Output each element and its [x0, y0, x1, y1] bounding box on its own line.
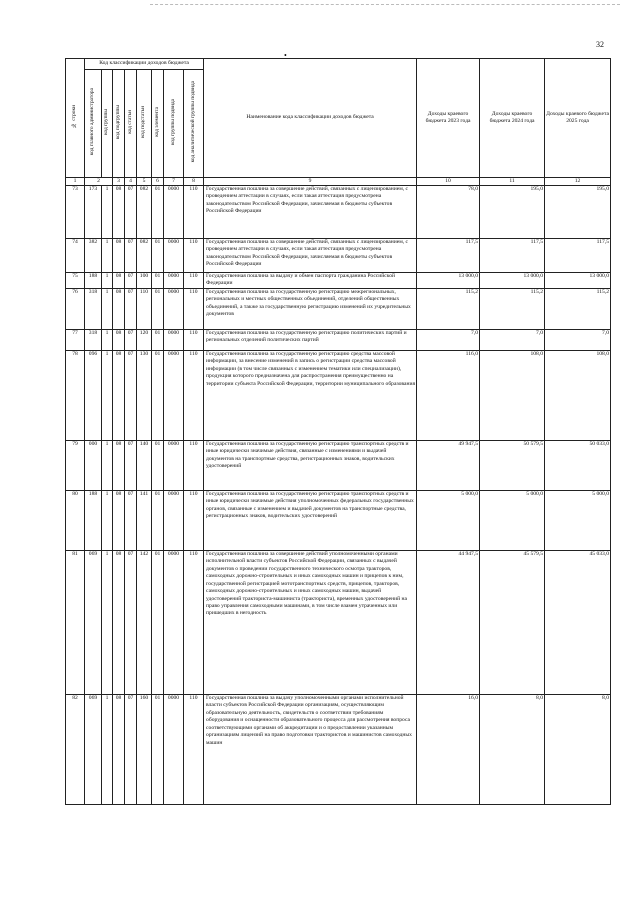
- group-code-cell: 1: [102, 239, 113, 273]
- group-code-cell: 1: [102, 288, 113, 329]
- subgroup-code-cell: 08: [113, 490, 125, 550]
- row-number-cell: 78: [66, 350, 85, 440]
- subgroup-code-cell: 08: [113, 239, 125, 273]
- program-code-cell: 0000: [164, 550, 184, 694]
- group-code-cell: 1: [102, 490, 113, 550]
- column-index: 11: [480, 178, 545, 186]
- column-index: 3: [113, 178, 125, 186]
- revenue-name-cell: Государственная пошлина за выдачу уполномоченными органами исполнительной власти субъектов Российской Федерации организациям, осуществляющим образовательную деятельность, свидетельств о соответствии требованиям оборудования и оснащенности образовательного процесса для рассмотрения вопроса соответствующими органами об аккредитации и о предоставлении указанным организациям лицензий на право подготовки трактористов и машинистов самоходных машин: [204, 694, 417, 804]
- revenue-name-cell: Государственная пошлина за совершение действий, связанных с лицензированием, с проведением аттестации в случаях, если такая аттестация предусмотрена законодательством Российской Федерации, зачисляемая в бюджеты субъектов Российской Федерации: [204, 239, 417, 273]
- income-2023-cell: 16,0: [417, 694, 480, 804]
- income-2025-cell: 108,0: [545, 350, 611, 440]
- article-code-cell: 07: [125, 186, 137, 239]
- table-body: [66, 186, 611, 805]
- header-income-2023: Доходы краевого бюджета 2023 года: [417, 59, 480, 178]
- subarticle-code-cell: 141: [137, 490, 152, 550]
- column-index: 1: [66, 178, 85, 186]
- admin-code-cell: 188: [85, 273, 102, 289]
- admin-code-cell: 173: [85, 186, 102, 239]
- income-2025-cell: 13 000,0: [545, 273, 611, 289]
- admin-code-cell: 382: [85, 239, 102, 273]
- column-index: 6: [152, 178, 164, 186]
- article-code-cell: 07: [125, 350, 137, 440]
- admin-code-cell: 000: [85, 440, 102, 490]
- header-group-code: код группы: [102, 70, 113, 178]
- group-code-cell: 1: [102, 550, 113, 694]
- revenue-name-cell: Государственная пошлина за государственную регистрацию транспортных средств и иные юридически значимые действия уполномоченных федеральных государственных органов, связанные с изменением и выдачей документов на транспортные средства, регистрационных знаков, водительских удостоверений: [204, 490, 417, 550]
- table-row: [66, 350, 611, 440]
- income-2023-cell: 117,5: [417, 239, 480, 273]
- revenue-name-cell: Государственная пошлина за государственную регистрацию межрегиональных, региональных и местных общественных объединений, отделений общественных объединений, а также за государственную регистрацию изменений их учредительных документов: [204, 288, 417, 329]
- row-number-cell: 80: [66, 490, 85, 550]
- program-code-cell: 0000: [164, 273, 184, 289]
- element-code-cell: 01: [152, 550, 164, 694]
- income-2024-cell: 7,0: [480, 329, 545, 350]
- header-article-code: код статьи: [125, 70, 137, 178]
- element-code-cell: 01: [152, 490, 164, 550]
- element-code-cell: 01: [152, 350, 164, 440]
- table-row: [66, 490, 611, 550]
- income-2023-cell: 78,0: [417, 186, 480, 239]
- revenue-name-cell: Государственная пошлина за совершение действий уполномоченными органами исполнительной власти субъектов Российской Федерации, связанных с выдачей документов о проведении государственного технического осмотра тракторов, самоходных дорожно-строительных и иных самоходных машин и прицепов к ним, государственной регистрацией мототранспортных средств, прицепов, тракторов, самоходных дорожно-строительных и иных самоходных машин, выдачей удостоверений тракториста-машиниста (тракториста), временных удостоверений на право управления самоходными машинами, в том числе взамен утраченных или пришедших в негодность: [204, 550, 417, 694]
- group-code-cell: 1: [102, 440, 113, 490]
- subarticle-code-cell: 130: [137, 350, 152, 440]
- analytic-code-cell: 110: [184, 239, 204, 273]
- header-program-code: код группы подвида: [164, 70, 184, 178]
- analytic-code-cell: 110: [184, 550, 204, 694]
- row-number-cell: 73: [66, 186, 85, 239]
- analytic-code-cell: 110: [184, 694, 204, 804]
- program-code-cell: 0000: [164, 694, 184, 804]
- column-index: 2: [85, 178, 113, 186]
- group-code-cell: 1: [102, 350, 113, 440]
- income-2025-cell: 7,0: [545, 329, 611, 350]
- income-2023-cell: 44 947,5: [417, 550, 480, 694]
- column-index: 5: [137, 178, 152, 186]
- program-code-cell: 0000: [164, 350, 184, 440]
- income-2024-cell: 117,5: [480, 239, 545, 273]
- scan-dot: •: [284, 51, 287, 60]
- income-2024-cell: 195,0: [480, 186, 545, 239]
- table-row: [66, 239, 611, 273]
- group-code-cell: 1: [102, 329, 113, 350]
- table-row: [66, 288, 611, 329]
- article-code-cell: 07: [125, 329, 137, 350]
- column-index: 12: [545, 178, 611, 186]
- income-2024-cell: 115,2: [480, 288, 545, 329]
- income-2023-cell: 49 947,5: [417, 440, 480, 490]
- row-number-cell: 79: [66, 440, 85, 490]
- income-2025-cell: 115,2: [545, 288, 611, 329]
- element-code-cell: 01: [152, 273, 164, 289]
- analytic-code-cell: 110: [184, 273, 204, 289]
- table-row: [66, 694, 611, 804]
- row-number-cell: 82: [66, 694, 85, 804]
- subarticle-code-cell: 140: [137, 440, 152, 490]
- income-2024-cell: 8,0: [480, 694, 545, 804]
- income-2023-cell: 13 000,0: [417, 273, 480, 289]
- subarticle-code-cell: 110: [137, 288, 152, 329]
- program-code-cell: 0000: [164, 239, 184, 273]
- revenue-name-cell: Государственная пошлина за государственную регистрацию средства массовой информации, за внесение изменений в запись о регистрации средства массовой информации (в том числе связанных с изменением тематики или специализации), продукция которого предназначена для распространения преимущественно на территории субъекта Российской Федерации, территории муниципального образования: [204, 350, 417, 440]
- income-2024-cell: 108,0: [480, 350, 545, 440]
- subarticle-code-cell: 142: [137, 550, 152, 694]
- income-2024-cell: 45 579,5: [480, 550, 545, 694]
- subgroup-code-cell: 08: [113, 440, 125, 490]
- header-income-2024: Доходы краевого бюджета 2024 года: [480, 59, 545, 178]
- subarticle-code-cell: 120: [137, 329, 152, 350]
- admin-code-cell: 318: [85, 288, 102, 329]
- header-element-code: код элемента: [152, 70, 164, 178]
- revenue-name-cell: Государственная пошлина за совершение действий, связанных с лицензированием, с проведением аттестации в случаях, если такая аттестация предусмотрена законодательством Российской Федерации, зачисляемая в бюджеты субъектов Российской Федерации: [204, 186, 417, 239]
- table-row: [66, 440, 611, 490]
- income-2025-cell: 5 000,0: [545, 490, 611, 550]
- header-income-2025: Доходы краевого бюджета 2025 года: [545, 59, 611, 178]
- subarticle-code-cell: 160: [137, 694, 152, 804]
- table-row: [66, 273, 611, 289]
- income-2023-cell: 115,2: [417, 288, 480, 329]
- article-code-cell: 07: [125, 273, 137, 289]
- header-code-group: Код классификации доходов бюджета: [85, 59, 204, 70]
- analytic-code-cell: 110: [184, 440, 204, 490]
- income-2025-cell: 50 033,0: [545, 440, 611, 490]
- element-code-cell: 01: [152, 440, 164, 490]
- subgroup-code-cell: 08: [113, 350, 125, 440]
- program-code-cell: 0000: [164, 440, 184, 490]
- scan-top-marks: [150, 4, 620, 6]
- page-number: 32: [596, 40, 604, 49]
- article-code-cell: 07: [125, 288, 137, 329]
- program-code-cell: 0000: [164, 186, 184, 239]
- program-code-cell: 0000: [164, 490, 184, 550]
- income-2024-cell: 5 000,0: [480, 490, 545, 550]
- analytic-code-cell: 110: [184, 329, 204, 350]
- element-code-cell: 01: [152, 329, 164, 350]
- group-code-cell: 1: [102, 694, 113, 804]
- subgroup-code-cell: 08: [113, 694, 125, 804]
- revenue-name-cell: Государственная пошлина за государственную регистрацию политических партий и региональных отделений политических партий: [204, 329, 417, 350]
- revenue-name-cell: Государственная пошлина за государственную регистрацию транспортных средств и иные юридически значимые действия, связанные с изменениями и выдачей документов на транспортные средства, регистрационных знаков, водительских удостоверений: [204, 440, 417, 490]
- row-number-cell: 74: [66, 239, 85, 273]
- admin-code-cell: 069: [85, 694, 102, 804]
- income-2025-cell: 195,0: [545, 186, 611, 239]
- program-code-cell: 0000: [164, 329, 184, 350]
- column-index: 8: [184, 178, 204, 186]
- subgroup-code-cell: 08: [113, 288, 125, 329]
- admin-code-cell: 096: [85, 350, 102, 440]
- analytic-code-cell: 110: [184, 350, 204, 440]
- revenue-name-cell: Государственная пошлина за выдачу и обмен паспорта гражданина Российской Федерации: [204, 273, 417, 289]
- row-number-cell: 81: [66, 550, 85, 694]
- income-2025-cell: 45 033,0: [545, 550, 611, 694]
- income-2023-cell: 7,0: [417, 329, 480, 350]
- column-index-row: [66, 178, 611, 186]
- element-code-cell: 01: [152, 239, 164, 273]
- header-subgroup-code: код подгруппы: [113, 70, 125, 178]
- subarticle-code-cell: 082: [137, 186, 152, 239]
- analytic-code-cell: 110: [184, 288, 204, 329]
- income-2024-cell: 13 000,0: [480, 273, 545, 289]
- subgroup-code-cell: 08: [113, 186, 125, 239]
- article-code-cell: 07: [125, 440, 137, 490]
- table-row: [66, 186, 611, 239]
- column-index: 9: [204, 178, 417, 186]
- column-index: 7: [164, 178, 184, 186]
- analytic-code-cell: 110: [184, 186, 204, 239]
- table-row: [66, 550, 611, 694]
- column-index: 4: [125, 178, 137, 186]
- row-number-cell: 77: [66, 329, 85, 350]
- group-code-cell: 1: [102, 273, 113, 289]
- subgroup-code-cell: 08: [113, 273, 125, 289]
- article-code-cell: 07: [125, 550, 137, 694]
- header-name: Наименование кода классификации доходов бюджета: [204, 59, 417, 178]
- admin-code-cell: 188: [85, 490, 102, 550]
- income-2023-cell: 116,0: [417, 350, 480, 440]
- row-number-cell: 76: [66, 288, 85, 329]
- header-analytic-code: код аналитической группы подвида: [184, 70, 204, 178]
- group-code-cell: 1: [102, 186, 113, 239]
- article-code-cell: 07: [125, 490, 137, 550]
- subgroup-code-cell: 08: [113, 550, 125, 694]
- subarticle-code-cell: 082: [137, 239, 152, 273]
- subgroup-code-cell: 08: [113, 329, 125, 350]
- article-code-cell: 07: [125, 694, 137, 804]
- header-row-number: № строки: [66, 59, 85, 178]
- row-number-cell: 75: [66, 273, 85, 289]
- income-2025-cell: 117,5: [545, 239, 611, 273]
- analytic-code-cell: 110: [184, 490, 204, 550]
- element-code-cell: 01: [152, 288, 164, 329]
- admin-code-cell: 069: [85, 550, 102, 694]
- income-2025-cell: 8,0: [545, 694, 611, 804]
- income-2024-cell: 50 579,5: [480, 440, 545, 490]
- header-admin-code: код главного администратора: [85, 70, 102, 178]
- program-code-cell: 0000: [164, 288, 184, 329]
- table-row: [66, 329, 611, 350]
- income-2023-cell: 5 000,0: [417, 490, 480, 550]
- admin-code-cell: 318: [85, 329, 102, 350]
- column-index: 10: [417, 178, 480, 186]
- article-code-cell: 07: [125, 239, 137, 273]
- budget-table: [65, 58, 611, 805]
- element-code-cell: 01: [152, 694, 164, 804]
- subarticle-code-cell: 100: [137, 273, 152, 289]
- header-subarticle-code: код подстатьи: [137, 70, 152, 178]
- element-code-cell: 01: [152, 186, 164, 239]
